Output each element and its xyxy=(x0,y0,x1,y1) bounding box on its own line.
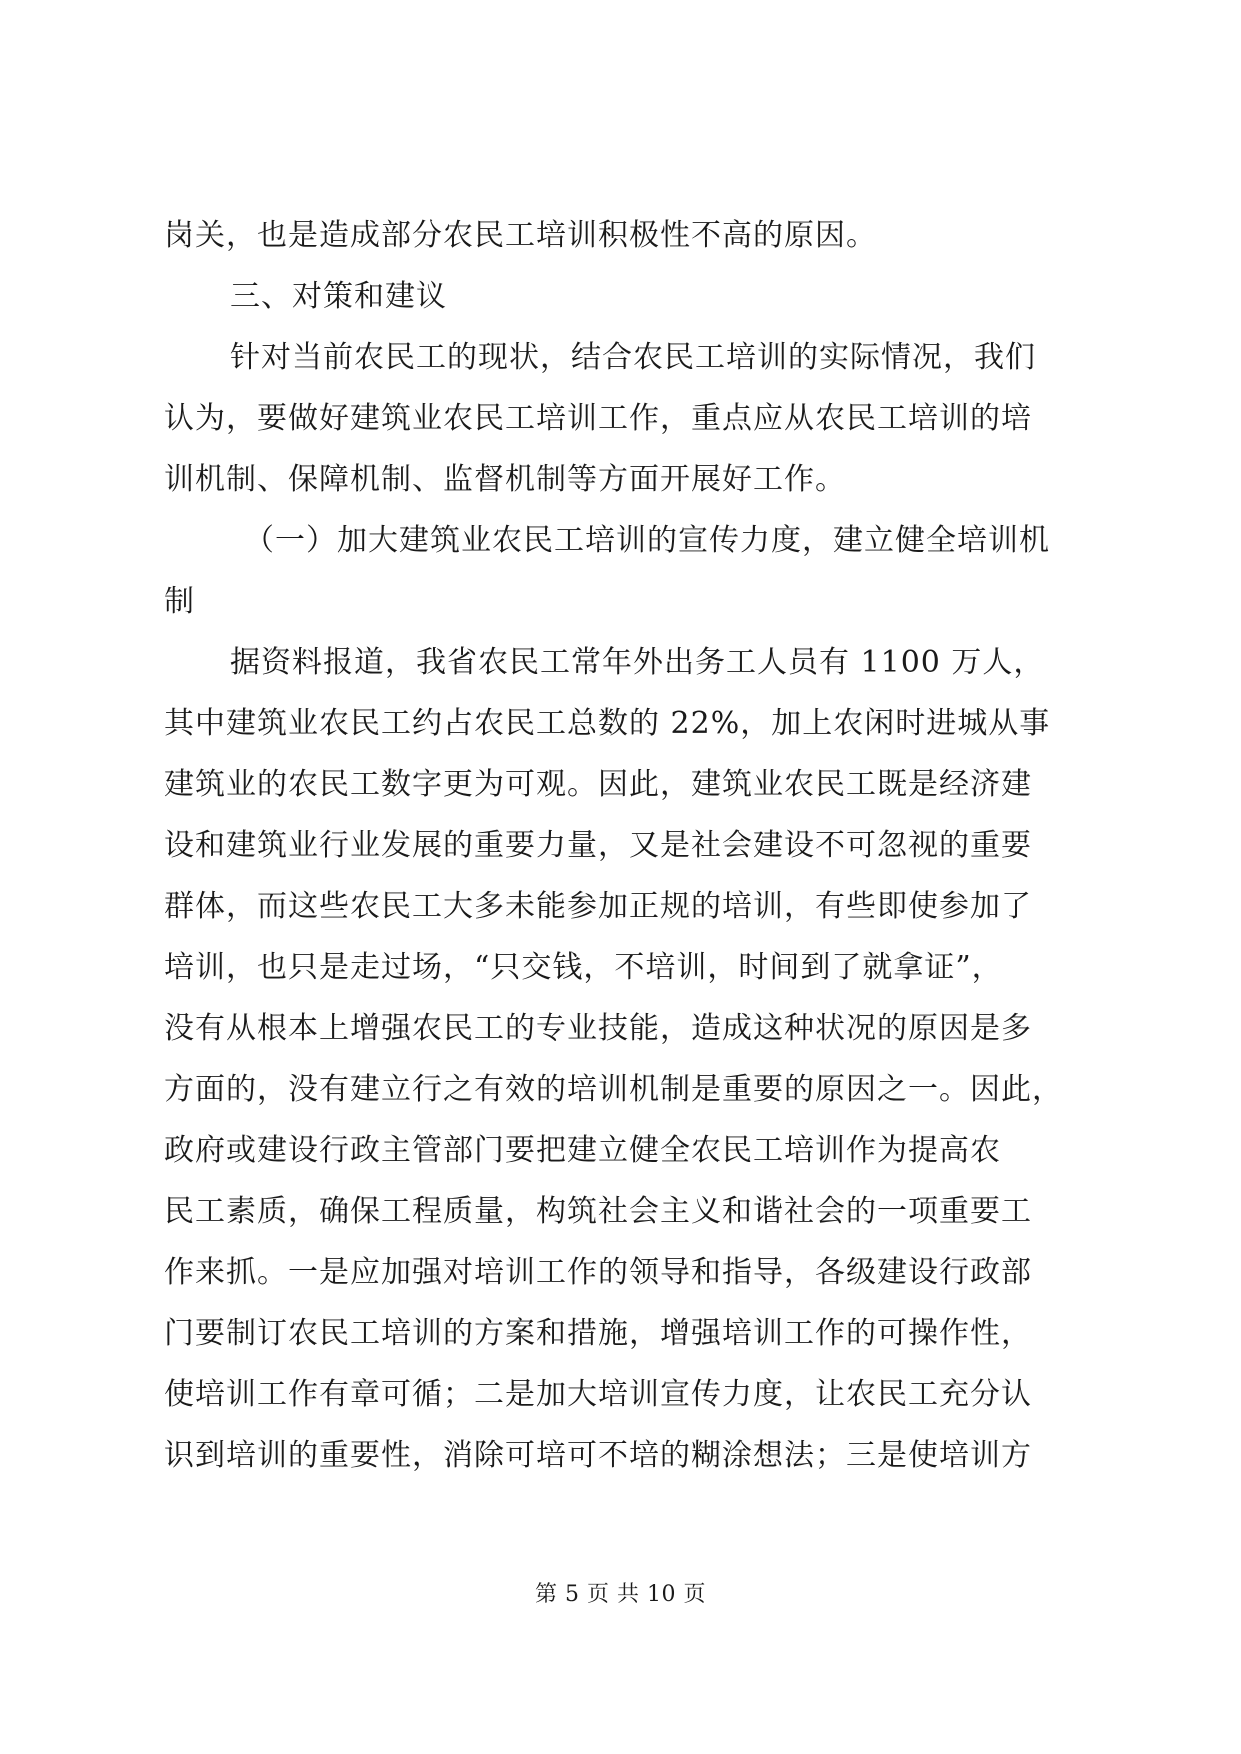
body-line: 据资料报道，我省农民工常年外出务工人员有 1100 万人， xyxy=(230,645,1045,680)
body-line: 没有从根本上增强农民工的专业技能，造成这种状况的原因是多 xyxy=(164,1011,1032,1046)
body-line: 使培训工作有章可循；二是加大培训宣传力度，让农民工充分认 xyxy=(164,1377,1032,1412)
body-line: 建筑业的农民工数字更为可观。因此，建筑业农民工既是经济建 xyxy=(164,767,1032,802)
body-line: 民工素质，确保工程质量，构筑社会主义和谐社会的一项重要工 xyxy=(164,1194,1032,1229)
body-line: 培训，也只是走过场，“只交钱，不培训，时间到了就拿证”， xyxy=(164,950,1003,985)
body-line: 针对当前农民工的现状，结合农民工培训的实际情况，我们 xyxy=(230,340,1036,375)
body-line: 其中建筑业农民工约占农民工总数的 22%，加上农闲时进城从事 xyxy=(164,706,1051,741)
subsection-heading: （一）加大建筑业农民工培训的宣传力度，建立健全培训机 xyxy=(244,523,1050,558)
body-line: 政府或建设行政主管部门要把建立健全农民工培训作为提高农 xyxy=(164,1133,1001,1168)
subsection-heading-continued: 制 xyxy=(164,584,195,619)
body-line: 作来抓。一是应加强对培训工作的领导和指导，各级建设行政部 xyxy=(164,1255,1032,1290)
section-heading: 三、对策和建议 xyxy=(230,279,447,314)
body-line: 训机制、保障机制、监督机制等方面开展好工作。 xyxy=(164,462,846,497)
body-line: 门要制订农民工培训的方案和措施，增强培训工作的可操作性， xyxy=(164,1316,1032,1351)
body-line: 设和建筑业行业发展的重要力量，又是社会建设不可忽视的重要 xyxy=(164,828,1032,863)
body-line: 方面的，没有建立行之有效的培训机制是重要的原因之一。因此， xyxy=(164,1072,1063,1107)
body-line: 群体，而这些农民工大多未能参加正规的培训，有些即使参加了 xyxy=(164,889,1032,924)
page-number-footer: 第 5 页 共 10 页 xyxy=(535,1582,706,1607)
document-body xyxy=(164,205,1084,1486)
body-line: 岗关，也是造成部分农民工培训积极性不高的原因。 xyxy=(164,218,877,253)
body-line: 认为，要做好建筑业农民工培训工作，重点应从农民工培训的培 xyxy=(164,401,1032,436)
body-line: 识到培训的重要性，消除可培可不培的糊涂想法；三是使培训方 xyxy=(164,1438,1032,1473)
